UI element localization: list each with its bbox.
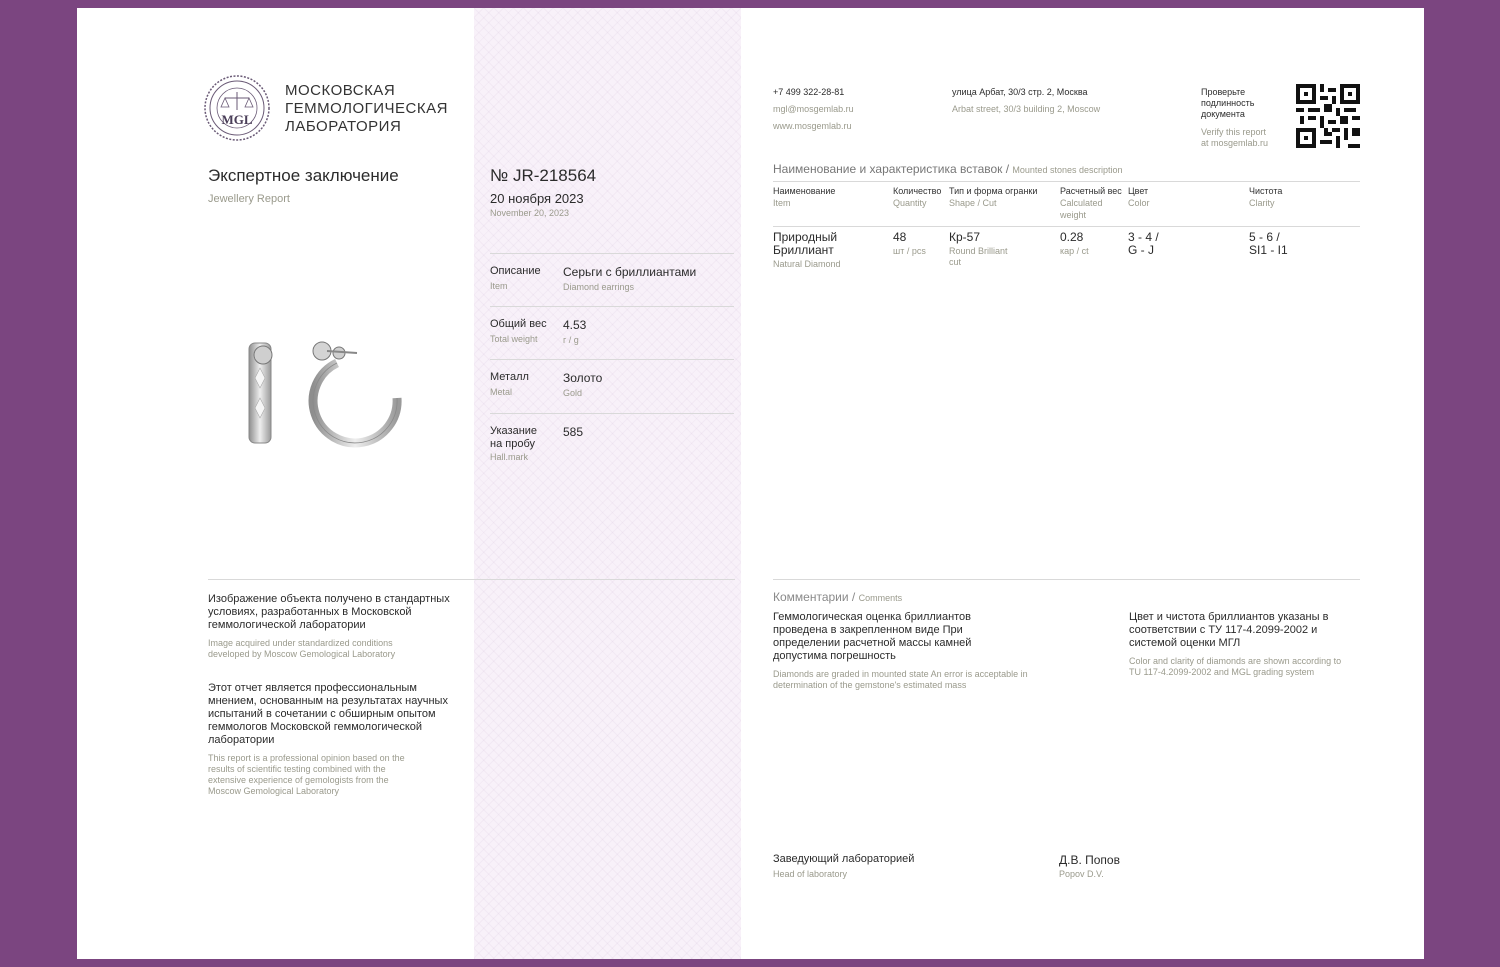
cell-value: 5 - 6 / SI1 - I1	[1249, 230, 1288, 257]
cell-quantity	[893, 231, 926, 257]
col-header-cut	[949, 185, 1037, 209]
col-header-ru: Количество	[893, 186, 942, 196]
cell-value-en: шт / pcs	[893, 246, 926, 256]
col-header-en: Item	[773, 198, 791, 208]
col-header-item	[773, 185, 835, 209]
divider	[773, 181, 1360, 182]
spec-label-en: Item	[490, 281, 508, 291]
cell-cut	[949, 231, 1009, 268]
col-header-ru: Тип и форма огранки	[949, 186, 1038, 196]
verify-line: Проверьте	[1201, 87, 1246, 97]
note-ru: Изображение объекта получено в стандартных условиях, разработанных в Московской геммологической лаборатории	[208, 593, 450, 631]
divider	[773, 226, 1360, 227]
comment-grading	[773, 611, 1028, 691]
lab-name-line: ЛАБОРАТОРИЯ	[285, 118, 402, 135]
seal-text: MGL	[221, 112, 253, 127]
divider	[490, 253, 734, 254]
spec-value-en: Gold	[563, 388, 583, 398]
spec-label: Общий вес	[490, 318, 547, 330]
role-en: Head of laboratory	[773, 869, 848, 879]
cell-clarity	[1249, 231, 1289, 257]
col-header-weight	[1060, 185, 1124, 221]
spec-label-en: Hall.mark	[490, 452, 529, 462]
spec-label: Описание	[490, 265, 541, 277]
verify-line-en: at mosgemlab.ru	[1201, 138, 1269, 148]
cell-value: 0.28	[1060, 230, 1084, 244]
cell-value: 48	[893, 230, 907, 244]
cell-item	[773, 231, 863, 270]
verify-line-en: Verify this report	[1201, 127, 1267, 137]
stones-title-en: Mounted stones description	[1012, 165, 1123, 175]
divider	[490, 359, 734, 360]
spec-value-en: г / g	[563, 335, 579, 345]
col-header-ru: Цвет	[1128, 186, 1149, 196]
comments-title-ru: Комментарии /	[773, 590, 856, 604]
col-header-clarity	[1249, 185, 1282, 209]
signature-role	[773, 853, 914, 880]
spec-label-en: Total weight	[490, 334, 538, 344]
col-header-ru: Расчетный вес	[1060, 186, 1122, 196]
col-header-en: Shape / Cut	[949, 198, 997, 208]
report-title: Экспертное заключение	[208, 166, 399, 185]
address	[952, 84, 1100, 118]
stones-title	[773, 162, 1123, 176]
divider	[773, 579, 1360, 580]
col-header-en: Calculated weight	[1060, 198, 1103, 220]
note-en: This report is a professional opinion based on the results of scientific testing combined with the extensive experience of gemologists from the Moscow Gemological Laboratory	[208, 753, 405, 796]
col-header-quantity	[893, 185, 941, 209]
phone: +7 499 322-28-81	[773, 87, 845, 97]
col-header-ru: Наименование	[773, 186, 836, 196]
comment-en: Diamonds are graded in mounted state An error is acceptable in determination of the gemstone's estimated mass	[773, 669, 1028, 690]
role-ru: Заведующий лабораторией	[773, 853, 915, 865]
spec-value: 585	[563, 425, 584, 439]
qr-code-icon[interactable]	[1296, 84, 1360, 148]
divider	[490, 413, 734, 414]
comments-title-en: Comments	[858, 593, 903, 603]
lab-name-line: ГЕММОЛОГИЧЕСКАЯ	[285, 100, 448, 117]
report-date: 20 ноября 2023	[490, 191, 584, 206]
lab-name-line: МОСКОВСКАЯ	[285, 82, 396, 99]
spec-value-en: Diamond earrings	[563, 282, 635, 292]
cell-value: 3 - 4 / G - J	[1128, 230, 1159, 257]
col-header-color	[1128, 185, 1150, 209]
signature-name	[1059, 853, 1120, 880]
verify-line: документа	[1201, 109, 1245, 119]
col-header-ru: Чистота	[1249, 186, 1283, 196]
lab-seal-icon	[203, 74, 271, 142]
cell-weight	[1060, 231, 1089, 257]
spec-value: Серьги с бриллиантами	[563, 265, 697, 279]
earrings-photo-icon	[227, 323, 417, 453]
verify-note	[1201, 87, 1268, 149]
cell-value-en: Round Brilliant cut	[949, 246, 1008, 267]
cell-value: Природный Бриллиант	[773, 230, 838, 257]
address-ru: улица Арбат, 30/3 стр. 2, Москва	[952, 87, 1088, 97]
cell-value-en: Natural Diamond	[773, 259, 841, 269]
contacts	[773, 84, 854, 135]
divider	[208, 579, 735, 580]
stones-title-ru: Наименование и характеристика вставок /	[773, 162, 1010, 176]
spec-label: Металл	[490, 371, 529, 383]
spec-value: Золото	[563, 371, 603, 385]
name-ru: Д.В. Попов	[1059, 853, 1120, 867]
name-en: Popov D.V.	[1059, 869, 1104, 879]
comment-ru: Геммологическая оценка бриллиантов проведена в закрепленном виде При определении расчетной массы камней допустима погрешность	[773, 611, 972, 662]
comment-ru: Цвет и чистота бриллиантов указаны в соответствии с ТУ 117-4.2099-2002 и системой оценки МГЛ	[1129, 611, 1329, 649]
cell-color	[1128, 231, 1168, 257]
report-sheet	[77, 8, 1424, 959]
note-ru: Этот отчет является профессиональным мнением, основанным на результатах научных испытаний в сочетании с обширным опытом геммологов Московской геммологической лаборатории	[208, 682, 448, 746]
opinion-note	[208, 682, 463, 797]
verify-line: подлинность	[1201, 98, 1255, 108]
comment-standard	[1129, 611, 1342, 678]
report-date-en: November 20, 2023	[490, 208, 570, 218]
email-link[interactable]: mgl@mosgemlab.ru	[773, 104, 854, 114]
spec-label: Указание на пробу	[490, 425, 538, 450]
col-header-en: Quantity	[893, 198, 927, 208]
address-en: Arbat street, 30/3 building 2, Moscow	[952, 104, 1101, 114]
cell-value-en: кар / ct	[1060, 246, 1089, 256]
comment-en: Color and clarity of diamonds are shown according to TU 117-4.2099-2002 and MGL grading system	[1129, 656, 1342, 677]
col-header-en: Clarity	[1249, 198, 1275, 208]
website-link[interactable]: www.mosgemlab.ru	[773, 121, 852, 131]
divider	[490, 306, 734, 307]
comments-title	[773, 590, 902, 604]
report-number: № JR-218564	[490, 166, 597, 185]
note-en: Image acquired under standardized conditions developed by Moscow Gemological Laboratory	[208, 638, 396, 659]
col-header-en: Color	[1128, 198, 1150, 208]
guilloche-band	[474, 8, 741, 959]
image-note	[208, 593, 458, 660]
cell-value: Кр-57	[949, 230, 981, 244]
report-title-en: Jewellery Report	[208, 193, 290, 205]
spec-label-en: Metal	[490, 387, 513, 397]
lab-name	[285, 82, 485, 136]
spec-value: 4.53	[563, 318, 587, 332]
